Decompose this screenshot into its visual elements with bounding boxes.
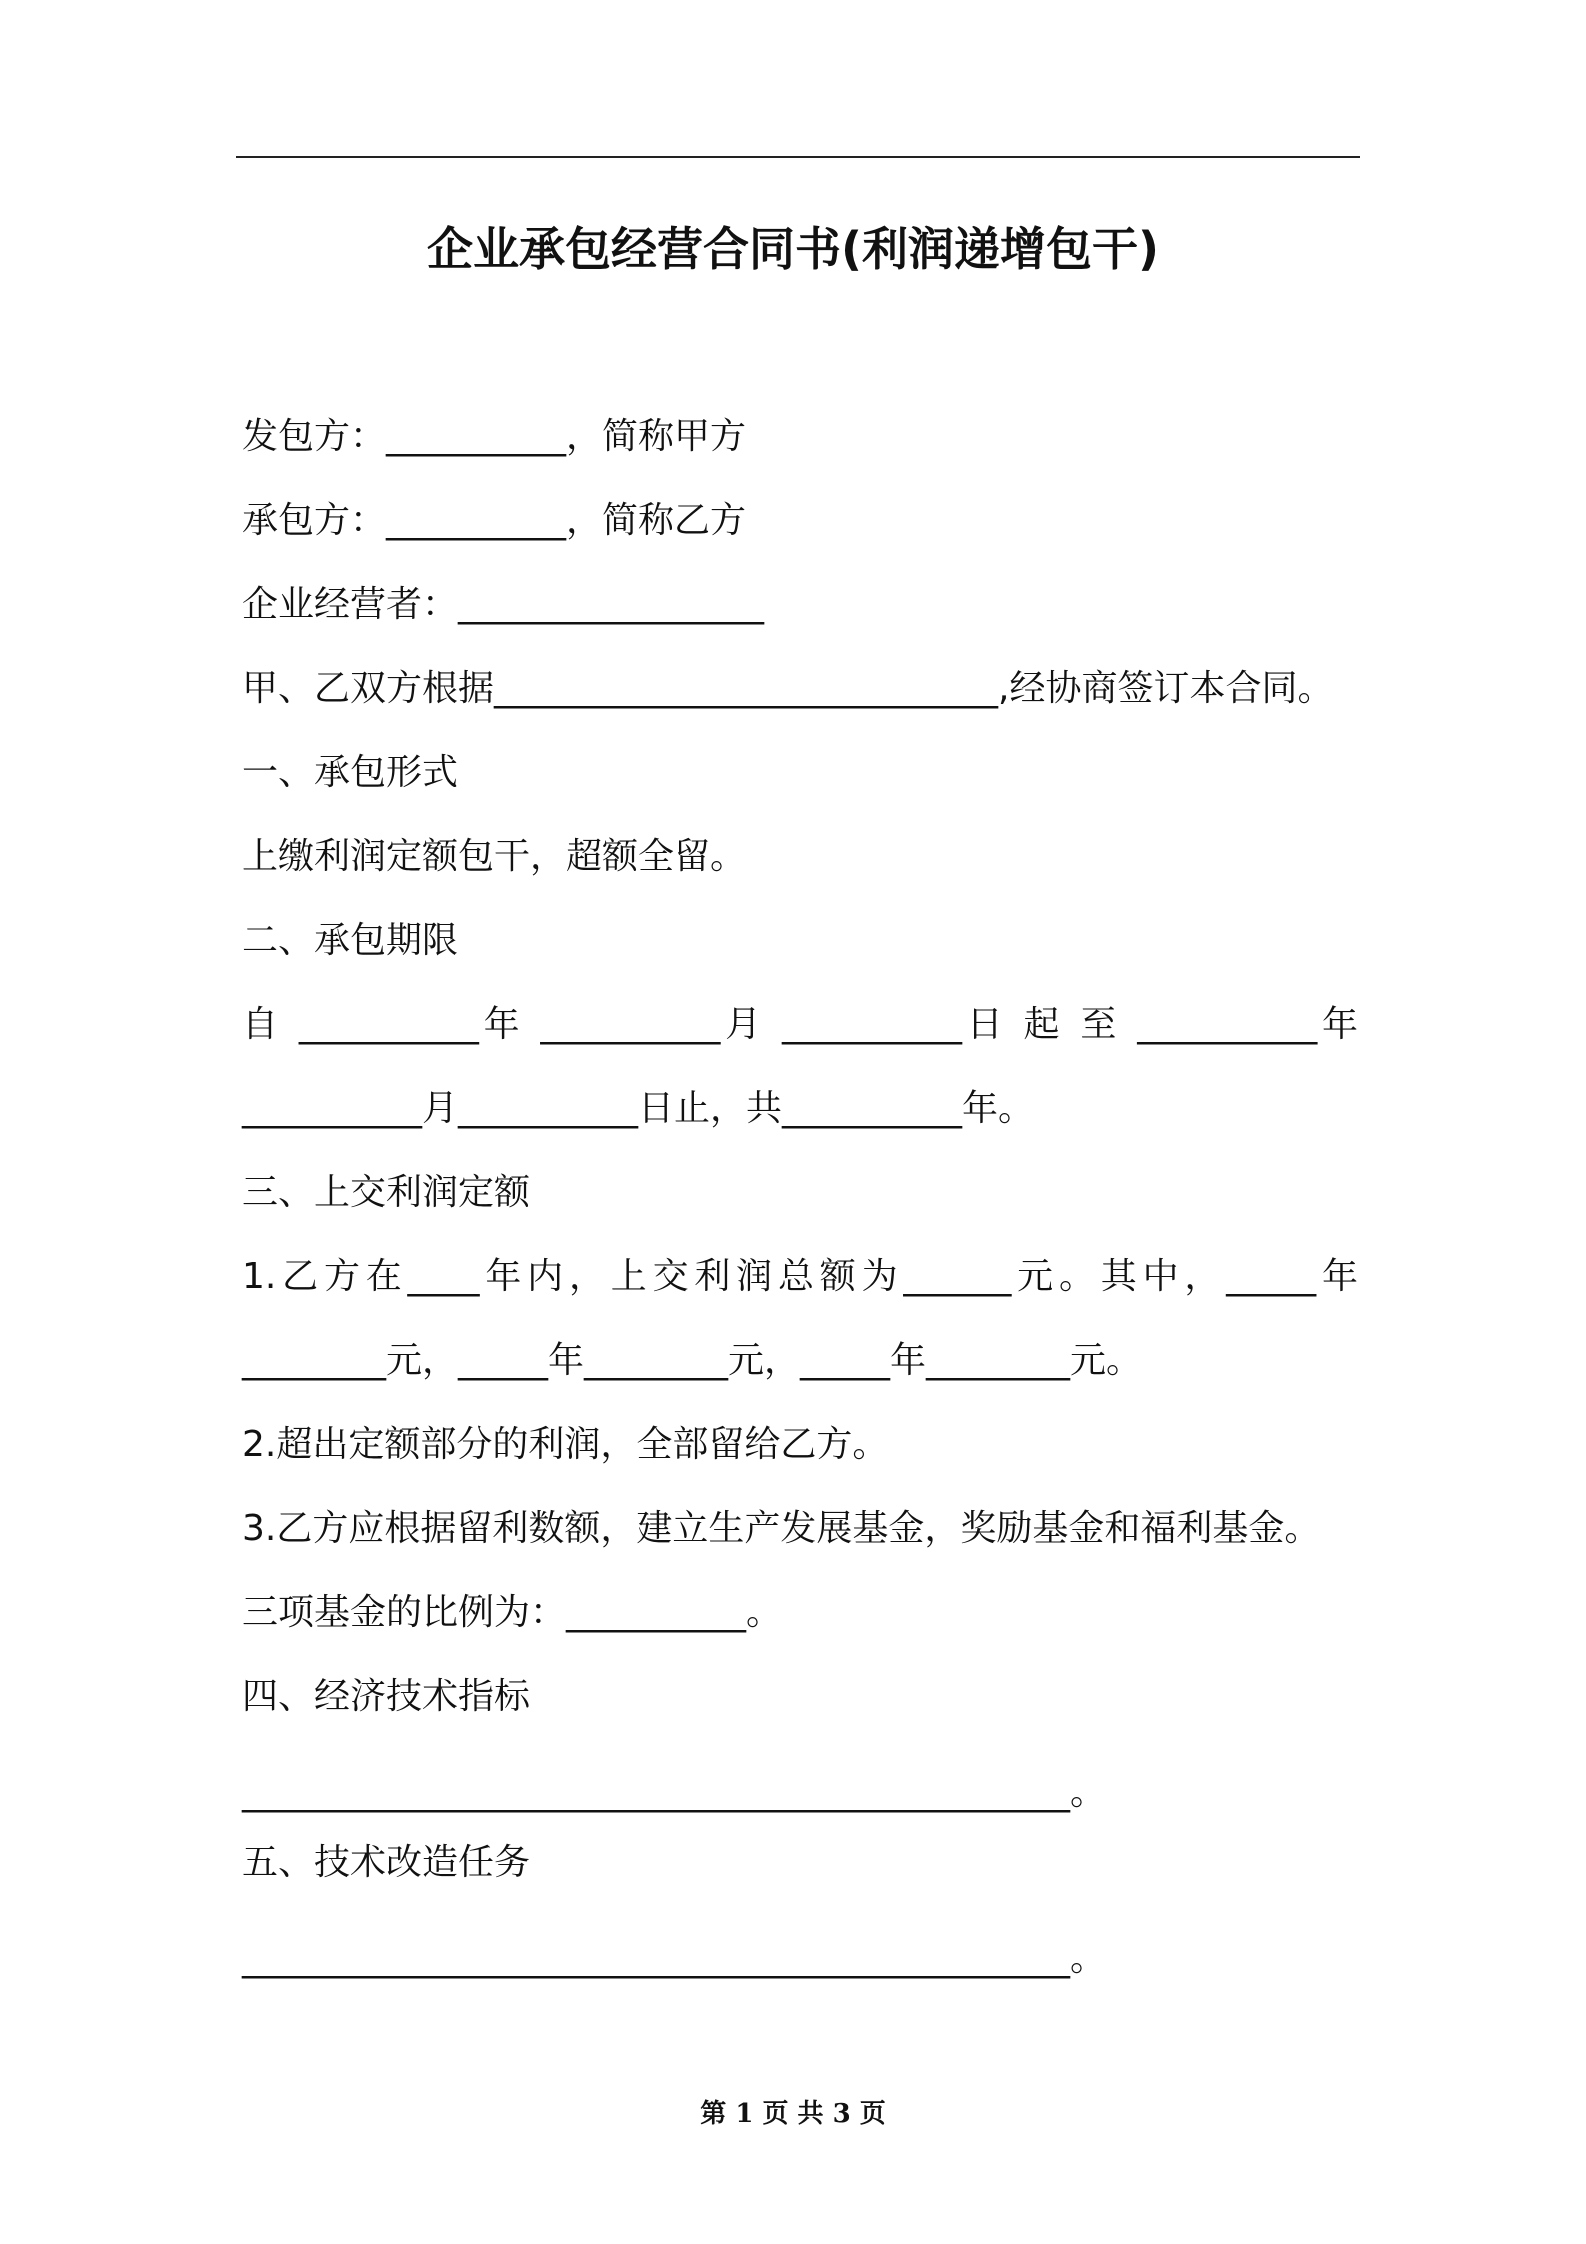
profit-clause-2: 2.超出定额部分的利润，全部留给乙方。 [242, 1424, 889, 1465]
section-2-heading: 二、承包期限 [242, 920, 459, 961]
profit-clause-3: 3.乙方应根据留利数额，建立生产发展基金，奖励基金和福利基金。 [242, 1508, 1321, 1549]
fund-ratio-line: 三项基金的比例为：__________。 [242, 1592, 783, 1633]
page-number: 第 1 页 共 3 页 [700, 2099, 886, 2129]
section-4-blank: ______________________________________________。 [242, 1772, 1106, 1813]
section-4-heading: 四、经济技术指标 [242, 1676, 531, 1717]
term-line-2: __________月__________日止，共__________年。 [242, 1088, 1035, 1129]
party-a-line: 发包方：__________，简称甲方 [242, 416, 747, 457]
basis-line: 甲、乙双方根据____________________________,经协商签订本合同。 [242, 668, 1334, 709]
section-1-text: 上缴利润定额包干，超额全留。 [242, 836, 747, 877]
party-b-line: 承包方：__________，简称乙方 [242, 500, 747, 541]
document-title: 企业承包经营合同书(利润递增包干) [426, 222, 1160, 276]
profit-line-1: 1.乙方在____年内，上交利润总额为______元。其中，_____年 [242, 1256, 1358, 1297]
section-3-heading: 三、上交利润定额 [242, 1172, 531, 1213]
section-1-heading: 一、承包形式 [242, 752, 459, 793]
section-5-heading: 五、技术改造任务 [242, 1842, 531, 1883]
operator-line: 企业经营者：_________________ [242, 584, 765, 625]
section-5-blank: ______________________________________________。 [242, 1938, 1106, 1979]
profit-line-2: ________元，_____年________元，_____年________元。 [242, 1340, 1142, 1381]
term-line-1: 自 __________年 __________月 __________日 起 至 __________年 [242, 1004, 1358, 1045]
header-rule [236, 156, 1360, 158]
